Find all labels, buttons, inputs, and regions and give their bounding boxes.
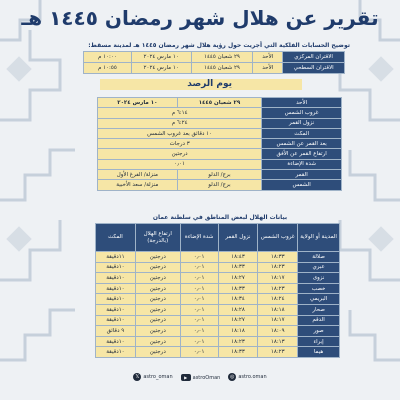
table-row — [96, 262, 340, 273]
value-cell: ١٨:١٧ — [258, 273, 298, 284]
row-label: شدة الإضاءة — [262, 159, 342, 169]
value-cell: ١٨:٢٣ — [258, 283, 298, 294]
table-row — [98, 159, 342, 169]
value-cell: ١٨:٢٣ — [258, 347, 298, 358]
value-cell: ١٨:٣٣ — [218, 262, 258, 273]
observation-day-heading: يوم الرصد — [100, 79, 302, 90]
hijri-cell: ٢٩ شعبان ١٤٤٥ — [191, 63, 253, 74]
city-cell: صلالة — [298, 252, 340, 263]
table-row — [96, 304, 340, 315]
table-row — [98, 118, 342, 128]
footer — [0, 371, 400, 383]
column-header: المدينة أو الولاية — [298, 224, 340, 252]
value-cell: ١٨:٣٣ — [258, 252, 298, 263]
value-cell: درجتين — [135, 336, 180, 347]
value-cell: ١٨:٣٣ — [218, 283, 258, 294]
table-row — [96, 336, 340, 347]
table-row — [96, 294, 340, 305]
row-value: ٦:١٤ م — [98, 108, 262, 118]
value-cell: ١٨:٤٣ — [218, 252, 258, 263]
day-cell: الأحد — [253, 63, 283, 74]
table-header-row — [96, 224, 340, 252]
value-cell: درجتين — [135, 315, 180, 326]
x-handle: astro_oman — [143, 374, 173, 380]
x-social-link[interactable] — [133, 373, 172, 381]
city-cell: عبري — [298, 262, 340, 273]
value-cell: ٠٫٠١ — [180, 262, 218, 273]
value-cell: ٠٫٠١ — [180, 252, 218, 263]
row-label: المكث — [262, 128, 342, 138]
value-cell: ١٨:٢٧ — [218, 315, 258, 326]
row-label: غروب الشمس — [262, 108, 342, 118]
table-row — [96, 315, 340, 326]
city-cell: البريمي — [298, 294, 340, 305]
value-cell: ١٠دقيقة — [96, 283, 136, 294]
column-header: المكث — [96, 224, 136, 252]
row-value: برج/ الدلو — [177, 180, 262, 190]
x-icon: 𝕏 — [135, 374, 140, 380]
value-cell: ١٨:١٨ — [218, 326, 258, 337]
value-cell: ١٨:٣٣ — [218, 347, 258, 358]
section3-heading: بيانات الهلال لبعض المناطق في سلطنة عمان — [152, 214, 288, 221]
value-cell: ١٠دقيقة — [96, 273, 136, 284]
value-cell: ١٨:٢٣ — [258, 262, 298, 273]
regions-table-body — [96, 252, 340, 358]
value-cell: ١٠دقيقة — [96, 262, 136, 273]
value-cell: ١٠دقيقة — [96, 315, 136, 326]
column-header: شدة الإضاءة — [180, 224, 218, 252]
value-cell: ١٠دقيقة — [96, 336, 136, 347]
row-value: ٣ درجات — [98, 139, 262, 149]
value-cell: ١٨:٢٤ — [258, 294, 298, 305]
city-cell: صور — [298, 326, 340, 337]
page-title: تقرير عن هلال شهر رمضان ١٤٤٥ هـ — [21, 6, 379, 30]
day-cell: الأحد — [253, 52, 283, 63]
conjunction-table — [83, 51, 345, 74]
table-row — [84, 52, 345, 63]
observation-table — [97, 97, 342, 191]
greg-cell: ١٠ مارس ٢٠٢٤ — [131, 52, 191, 63]
row-value-2: منزلة/ الفرغ الأول — [98, 170, 178, 180]
value-cell: ٠٫٠١ — [180, 273, 218, 284]
value-cell: ٠٫٠١ — [180, 315, 218, 326]
value-cell: درجتين — [135, 326, 180, 337]
value-cell: ٠٫٠١ — [180, 294, 218, 305]
hijri-cell: ٢٩ شعبان ١٤٤٥ — [191, 52, 253, 63]
row-value: ١٠ دقائق بعد غروب الشمس — [98, 128, 262, 138]
time-cell: ١٠:٠٠ م — [84, 52, 132, 63]
value-cell: درجتين — [135, 294, 180, 305]
value-cell: ١٠دقيقة — [96, 294, 136, 305]
column-header: ارتفاع الهلال (بالدرجة) — [135, 224, 180, 252]
value-cell: ١٠دقيقة — [96, 347, 136, 358]
row-label: الاقتران السطحي — [283, 63, 345, 74]
value-cell: ١٨:٢٧ — [218, 273, 258, 284]
time-cell: ١٠:٥٥ م — [84, 63, 132, 74]
value-cell: ١٠دقيقة — [96, 304, 136, 315]
value-cell: درجتين — [135, 273, 180, 284]
youtube-handle: astroOman — [192, 374, 221, 381]
instagram-handle: astro.oman — [238, 374, 267, 380]
value-cell: درجتين — [135, 262, 180, 273]
table-row — [98, 149, 342, 159]
row-label: نزول القمر — [262, 118, 342, 128]
value-cell: ٠٫٠١ — [180, 326, 218, 337]
table-row — [98, 180, 342, 190]
table-row — [96, 273, 340, 284]
row-value: درجتين — [98, 149, 262, 159]
greg-cell: ١٠ مارس ٢٠٢٤ — [131, 63, 191, 74]
value-cell: ١١دقيقة — [96, 252, 136, 263]
table-header-row — [98, 98, 342, 108]
regions-table — [95, 223, 340, 358]
youtube-icon: ▶ — [181, 374, 191, 381]
table-row — [96, 347, 340, 358]
header-greg: ١٠ مارس ٢٠٢٤ — [98, 98, 178, 108]
city-cell: خصب — [298, 283, 340, 294]
city-cell: إبراء — [298, 336, 340, 347]
instagram-social-link[interactable] — [228, 373, 266, 381]
row-label: القمر — [262, 170, 342, 180]
column-header: نزول القمر — [218, 224, 258, 252]
value-cell: ١٨:٠٩ — [258, 326, 298, 337]
row-label: الشمس — [262, 180, 342, 190]
table-row — [84, 63, 345, 74]
youtube-social-link[interactable] — [181, 374, 221, 381]
value-cell: ١٨:١٨ — [258, 304, 298, 315]
row-value: برج/ الدلو — [177, 170, 262, 180]
header-label: الأحد — [262, 98, 342, 108]
table-row — [96, 252, 340, 263]
value-cell: ٠٫٠١ — [180, 336, 218, 347]
row-value: ٠٫٠١ — [98, 159, 262, 169]
table-row — [98, 108, 342, 118]
table-row — [96, 326, 340, 337]
row-label: بعد القمر عن الشمس — [262, 139, 342, 149]
value-cell: درجتين — [135, 283, 180, 294]
table-row — [98, 170, 342, 180]
column-header: غروب الشمس — [258, 224, 298, 252]
city-cell: هيما — [298, 347, 340, 358]
value-cell: ٠٫٠١ — [180, 347, 218, 358]
value-cell: ٩ دقائق — [96, 326, 136, 337]
value-cell: ١٨:٢٨ — [218, 304, 258, 315]
city-cell: صحار — [298, 304, 340, 315]
value-cell: درجتين — [135, 304, 180, 315]
row-value: ٦:٢٤ م — [98, 118, 262, 128]
header-hijri: ٢٩ شعبان ١٤٤٥ — [177, 98, 262, 108]
section1-heading: توضيح الحسابات الفلكية التي أجريت حول رؤية هلال شهر رمضان ١٤٤٥ هـ لمدينة مسقط: — [88, 42, 350, 49]
row-label: ارتفاع القمر عن الأفق — [262, 149, 342, 159]
value-cell: ١٨:١٧ — [258, 315, 298, 326]
row-label: الاقتران المركزي — [283, 52, 345, 63]
table-row — [98, 128, 342, 138]
value-cell: ١٨:٢٣ — [218, 336, 258, 347]
value-cell: ١٨:٣٤ — [218, 294, 258, 305]
value-cell: ١٨:١٣ — [258, 336, 298, 347]
row-value-2: منزلة/ سعد الأخبية — [98, 180, 178, 190]
instagram-icon: ◎ — [230, 374, 235, 380]
city-cell: نزوى — [298, 273, 340, 284]
table-row — [98, 139, 342, 149]
value-cell: ٠٫٠١ — [180, 283, 218, 294]
value-cell: درجتين — [135, 347, 180, 358]
value-cell: ٠٫٠١ — [180, 304, 218, 315]
table-row — [96, 283, 340, 294]
city-cell: الدقم — [298, 315, 340, 326]
value-cell: درجتين — [135, 252, 180, 263]
